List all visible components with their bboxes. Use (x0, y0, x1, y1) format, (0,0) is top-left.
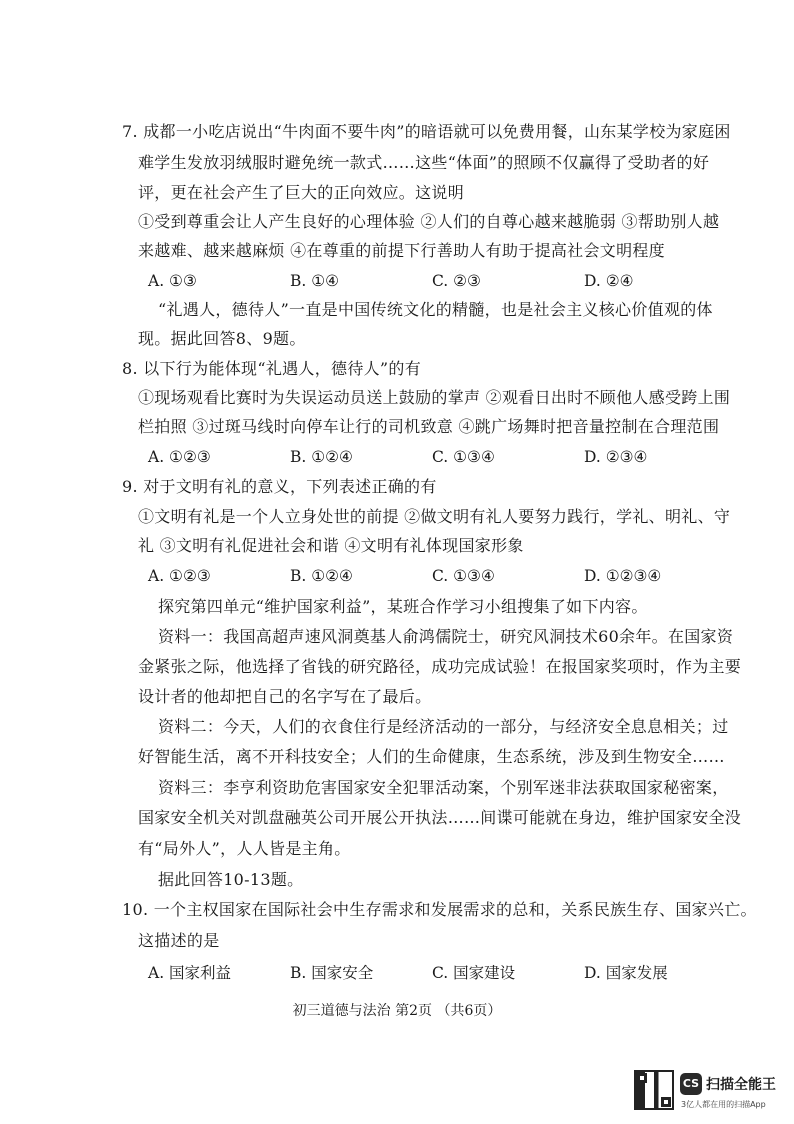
q10-option-d: D. 国家发展 (584, 964, 668, 982)
q7-option-d: D. ②④ (584, 272, 634, 290)
q8-stem: 8. 以下行为能体现“礼遇人，德待人”的有 (122, 359, 422, 378)
q7-stem-line3: 评，更在社会产生了巨大的正向效应。这说明 (138, 183, 465, 202)
q7-option-b: B. ①④ (290, 272, 340, 290)
scanner-app-tagline: 3亿人都在用的扫描App (681, 1100, 766, 1109)
q10-stem-line2: 这描述的是 (138, 931, 220, 950)
material-1-line2: 金紧张之际，他选择了省钱的研究路径，成功完成试验！在报国家奖项时，作为主要 (138, 657, 742, 676)
q8-option-c: C. ①③④ (432, 448, 495, 466)
material-intro: 探究第四单元“维护国家利益”，某班合作学习小组搜集了如下内容。 (158, 597, 648, 616)
q7-option-c: C. ②③ (432, 272, 481, 290)
scanner-app-name: 扫描全能王 (706, 1077, 776, 1093)
q10-option-a: A. 国家利益 (148, 964, 232, 982)
q9-option-b: B. ①②④ (290, 567, 353, 585)
material-3-line3: 有“局外人”，人人皆是主角。 (138, 839, 351, 858)
q7-statements-line1: ①受到尊重会让人产生良好的心理体验 ②人们的自尊心越来越脆弱 ③帮助别人越 (138, 212, 720, 231)
q10-option-b: B. 国家安全 (290, 964, 374, 982)
intro-8-9-line1: “礼遇人，德待人”一直是中国传统文化的精髓，也是社会主义核心价值观的体 (158, 300, 713, 319)
q8-option-a: A. ①②③ (148, 448, 211, 466)
material-2-line1: 资料二：今天，人们的衣食住行是经济活动的一部分，与经济安全息息相关；过 (158, 717, 729, 736)
q10-option-c: C. 国家建设 (432, 964, 516, 982)
material-1-line1: 资料一：我国高超声速风洞奠基人俞鸿儒院士，研究风洞技术60余年。在国家资 (158, 627, 734, 646)
q8-statements-line1: ①现场观看比赛时为失误运动员送上鼓励的掌声 ②观看日出时不顾他人感受跨上围 (138, 388, 731, 407)
q9-statements-line2: 礼 ③文明有礼促进社会和谐 ④文明有礼体现国家形象 (138, 536, 524, 555)
q10-stem-line1: 10. 一个主权国家在国际社会中生存需求和发展需求的总和，关系民族生存、国家兴亡。 (122, 900, 757, 919)
q9-statements-line1: ①文明有礼是一个人立身处世的前提 ②做文明有礼人要努力践行，学礼、明礼、守 (138, 507, 731, 526)
q9-stem: 9. 对于文明有礼的意义，下列表述正确的有 (122, 477, 437, 496)
material-1-line3: 设计者的他却把自己的名字写在了最后。 (138, 687, 432, 706)
qr-code-icon (634, 1070, 674, 1110)
q8-option-d: D. ②③④ (584, 448, 648, 466)
material-3-line1: 资料三：李亨利资助危害国家安全犯罪活动案，个别军迷非法获取国家秘密案， (158, 778, 729, 797)
q9-option-c: C. ①③④ (432, 567, 495, 585)
q7-stem-line1: 7. 成都一小吃店说出“牛肉面不要牛肉”的暗语就可以免费用餐，山东某学校为家庭困 (122, 122, 731, 141)
q7-statements-line2: 来越难、越来越麻烦 ④在尊重的前提下行善助人有助于提高社会文明程度 (138, 241, 665, 260)
intro-8-9-line2: 现。据此回答8、9题。 (138, 329, 306, 348)
page-footer: 初三道德与法治 第2页 （共6页） (292, 1003, 502, 1019)
q8-option-b: B. ①②④ (290, 448, 353, 466)
q9-option-a: A. ①②③ (148, 567, 211, 585)
material-answer-range: 据此回答10-13题。 (158, 870, 304, 889)
q8-statements-line2: 栏拍照 ③过斑马线时向停车让行的司机致意 ④跳广场舞时把音量控制在合理范围 (138, 417, 720, 436)
camscanner-logo-icon: CS (680, 1073, 702, 1095)
q9-option-d: D. ①②③④ (584, 567, 662, 585)
material-2-line2: 好智能生活，离不开科技安全；人们的生命健康，生态系统，涉及到生物安全…… (138, 747, 725, 766)
q7-stem-line2: 难学生发放羽绒服时避免统一款式……这些“体面”的照顾不仅赢得了受助者的好 (138, 153, 710, 172)
material-3-line2: 国家安全机关对凯盘融英公司开展公开执法……间谍可能就在身边，维护国家安全没 (138, 808, 742, 827)
q7-option-a: A. ①③ (148, 272, 197, 290)
